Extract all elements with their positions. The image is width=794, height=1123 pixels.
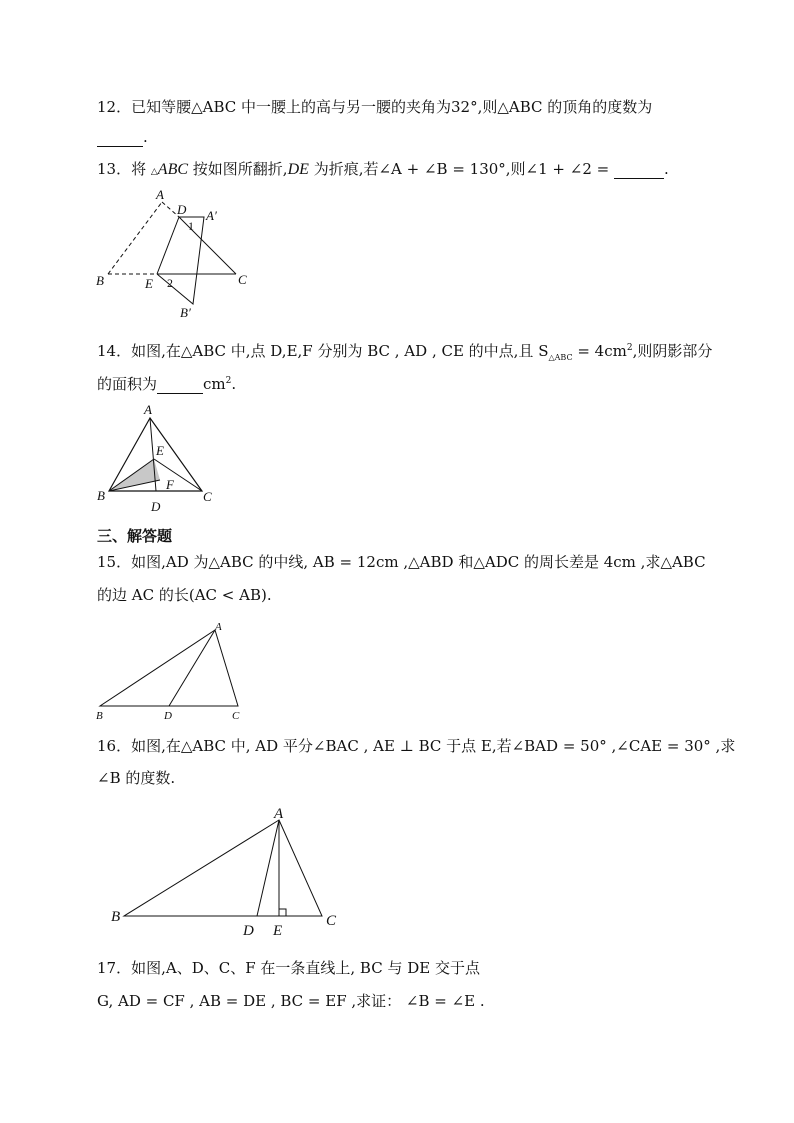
- label-c: C: [238, 272, 247, 287]
- label-c: C: [232, 710, 240, 722]
- q12-line-2: [97, 128, 148, 147]
- q13-answer-blank[interactable]: [614, 160, 664, 179]
- q14-figure: [95, 400, 225, 515]
- q14-sup-1: 2: [626, 343, 633, 353]
- q13-period: .: [664, 160, 669, 178]
- q16-line-2: ∠B 的度数.: [97, 769, 176, 787]
- label-a: A: [156, 187, 164, 202]
- label-a: A: [274, 806, 284, 822]
- label-d: D: [243, 923, 254, 939]
- q13-text-b: ABC: [157, 161, 189, 178]
- q14-text-a: 14．如图,在△ABC 中,点 D,E,F 分别为 BC , AD , CE 的中点,且 S: [97, 342, 549, 360]
- q13-figure: [95, 187, 255, 320]
- label-d: D: [177, 202, 187, 217]
- label-a-prime: A′: [206, 208, 217, 223]
- label-a: A: [215, 621, 222, 633]
- triangle-abc: [100, 630, 238, 706]
- q14-period: .: [231, 375, 237, 393]
- q13-text-d: DE: [287, 161, 309, 178]
- q13-text-e: 为折痕,若∠A + ∠B = 130°,则∠1 + ∠2 =: [313, 160, 610, 178]
- q17-line-2: G, AD = CF , AB = DE , BC = EF ,求证： ∠B = ∠E .: [97, 992, 485, 1010]
- section-heading: 三、解答题: [97, 527, 173, 545]
- label-a: A: [144, 402, 152, 417]
- q12-period: .: [143, 128, 148, 146]
- label-b-prime: B′: [180, 305, 191, 320]
- bisector-ad: [257, 820, 279, 916]
- q16-figure: [108, 800, 348, 940]
- label-e: E: [145, 276, 153, 291]
- q13-text-a: 13．将: [97, 160, 147, 178]
- right-angle-mark: [279, 909, 286, 916]
- q14-line-1: [97, 340, 712, 362]
- q15-figure: [95, 615, 255, 725]
- label-e: E: [273, 923, 283, 939]
- label-d: D: [151, 499, 161, 514]
- fold-line-de: [157, 217, 179, 274]
- label-c: C: [326, 913, 337, 929]
- q12-answer-blank[interactable]: [97, 128, 143, 147]
- label-b: B: [111, 909, 121, 925]
- label-angle-1: 1: [188, 219, 194, 233]
- triangle-abc: [124, 820, 322, 916]
- q17-line-1: 17．如图,A、D、C、F 在一条直线上, BC 与 DE 交于点: [97, 959, 480, 977]
- q14-unit: cm: [203, 375, 226, 393]
- q14-text-c: ,则阴影部分: [632, 342, 713, 360]
- label-b: B: [96, 273, 104, 288]
- label-d: D: [164, 710, 172, 722]
- small-triangle-icon: △: [150, 167, 158, 177]
- q16-line-1: 16．如图,在△ABC 中, AD 平分∠BAC , AE ⊥ BC 于点 E,若∠BAD = 50° ,∠CAE = 30° ,求: [97, 737, 736, 755]
- label-b: B: [96, 710, 103, 722]
- q14-sup-2: 2: [225, 376, 232, 386]
- q14-answer-blank[interactable]: [157, 375, 203, 394]
- q13-text-c: 按如图所翻折,: [192, 160, 288, 178]
- q14-subscript: △ABC: [548, 353, 573, 362]
- q15-line-1: 15．如图,AD 为△ABC 的中线, AB = 12cm ,△ABD 和△ADC 的周长差是 4cm ,求△ABC: [97, 553, 706, 571]
- q14-text-d: 的面积为: [97, 375, 158, 393]
- shaded-region: [109, 459, 160, 491]
- segment-ec: [154, 459, 202, 491]
- q12-line-1: 12．已知等腰△ABC 中一腰上的高与另一腰的夹角为32°,则△ABC 的顶角的度数为: [97, 98, 653, 116]
- dashed-side-ba: [108, 202, 162, 274]
- q14-line-2: [97, 373, 236, 394]
- label-f: F: [166, 477, 174, 492]
- q14-text-b: = 4cm: [577, 342, 627, 360]
- label-e: E: [156, 443, 164, 458]
- q13-line-1: [97, 158, 669, 179]
- label-c: C: [203, 489, 212, 504]
- folded-part: [157, 217, 204, 304]
- label-b: B: [97, 488, 105, 503]
- label-angle-2: 2: [167, 276, 173, 290]
- median-ad: [169, 630, 215, 706]
- q15-line-2: 的边 AC 的长(AC < AB).: [97, 586, 272, 604]
